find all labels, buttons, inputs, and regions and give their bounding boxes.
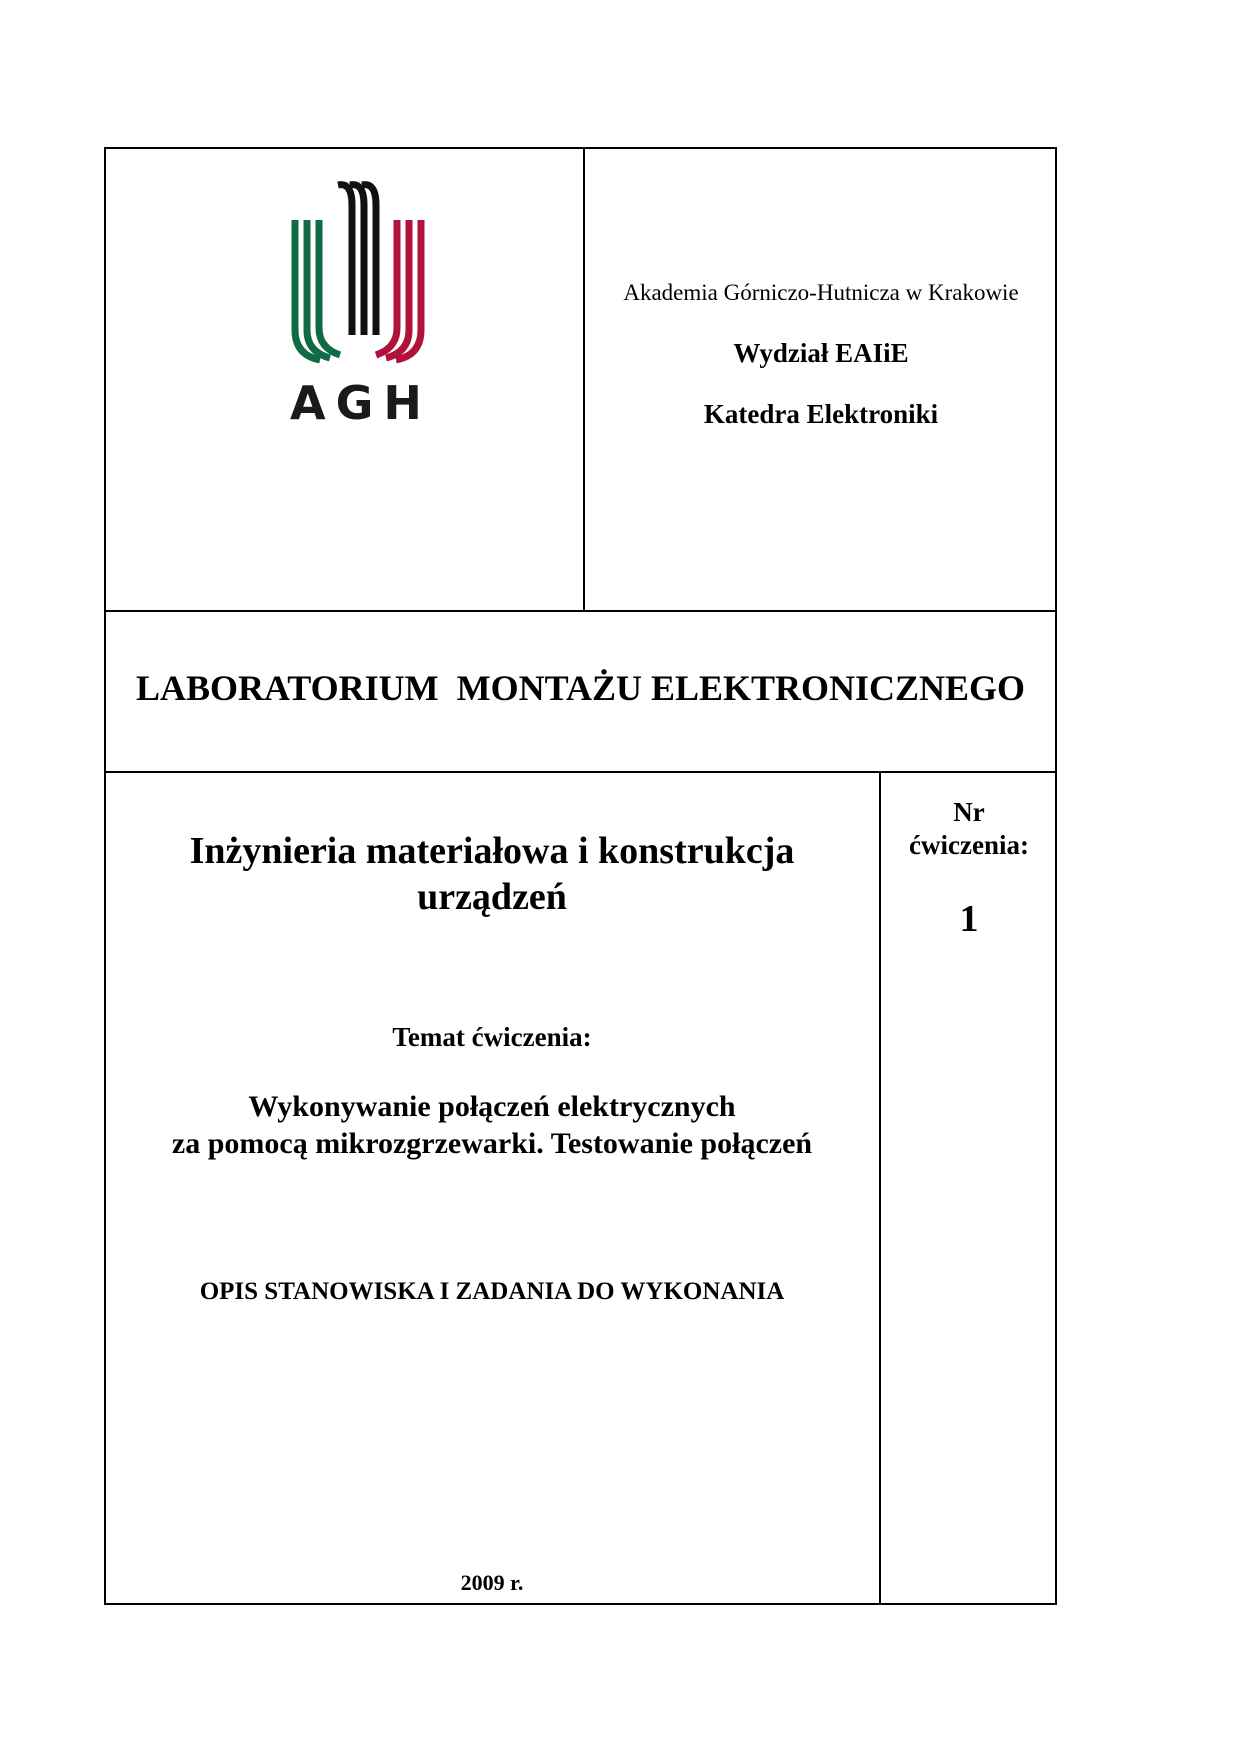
agh-logo-icon bbox=[290, 180, 426, 370]
header-divider-horizontal bbox=[104, 610, 1057, 612]
course-title-line1: Inżynieria materiałowa i konstrukcja bbox=[189, 830, 795, 872]
description-heading: OPIS STANOWISKA I ZADANIA DO WYKONANIA bbox=[199, 1278, 785, 1305]
topic-line1: Wykonywanie połączeń elektrycznych bbox=[248, 1090, 736, 1123]
university-name: Akademia Górniczo-Hutnicza w Krakowie bbox=[623, 280, 1019, 305]
faculty-name: Wydział EAIiE bbox=[733, 338, 909, 368]
title-divider-horizontal bbox=[104, 771, 1057, 773]
logo-text: AGH bbox=[290, 376, 432, 430]
exercise-number: 1 bbox=[959, 898, 979, 940]
year: 2009 r. bbox=[460, 1570, 524, 1595]
exercise-number-label-line1: Nr bbox=[953, 797, 985, 827]
agh-logo bbox=[290, 180, 432, 430]
topic-line2: za pomocą mikrozgrzewarki. Testowanie połączeń bbox=[171, 1127, 813, 1160]
topic-label: Temat ćwiczenia: bbox=[392, 1022, 592, 1052]
exercise-number-label-line2: ćwiczenia: bbox=[909, 830, 1029, 860]
department-name: Katedra Elektroniki bbox=[703, 399, 939, 429]
header-divider-vertical bbox=[583, 147, 585, 612]
course-title-line2: urządzeń bbox=[417, 876, 567, 918]
lab-title: LABORATORIUM MONTAŻU ELEKTRONICZNEGO bbox=[135, 668, 1026, 708]
